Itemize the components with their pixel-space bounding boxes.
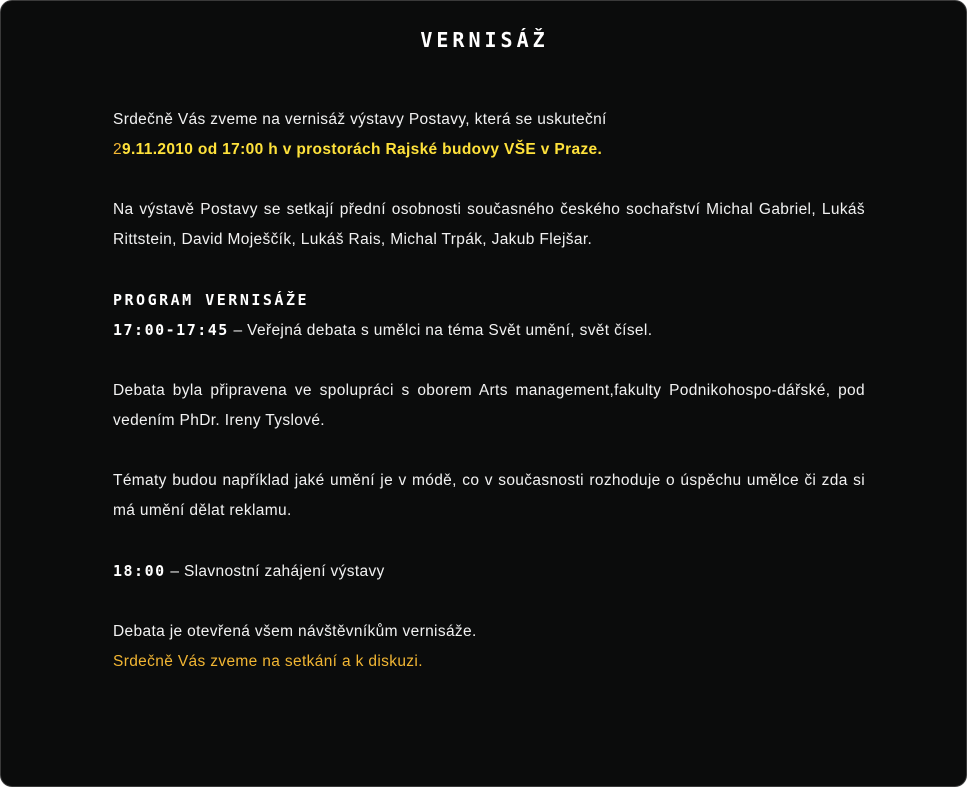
debate-info-paragraph: Debata byla připravena ve spolupráci s oborem Arts management,fakulty Podnikohospo-dářské, pod vedením PhDr. Ireny Tyslové. xyxy=(113,382,865,429)
program-item-time: 17:00-17:45 xyxy=(113,321,229,339)
opening-text: – Slavnostní zahájení výstavy xyxy=(165,563,385,580)
program-heading: PROGRAM VERNISÁŽE xyxy=(113,291,310,309)
intro-paragraph xyxy=(113,105,865,165)
artists-paragraph: Na výstavě Postavy se setkají přední osobnosti současného českého sochařství Michal Gabriel, Lukáš Rittstein, David Moješčík, Lukáš Rais, Michal Trpák, Jakub Flejšar. xyxy=(113,201,865,248)
event-date-line xyxy=(113,135,865,165)
event-date-first-digit: 2 xyxy=(113,141,122,158)
intro-line: Srdečně Vás zveme na vernisáž výstavy Postavy, která se uskuteční xyxy=(113,111,607,128)
topics-paragraph: Tématy budou například jaké umění je v módě, co v současnosti rozhoduje o úspěchu umělce či zda si má umění dělat reklamu. xyxy=(113,472,865,519)
program-item-text: – Veřejná debata s umělci na téma Svět umění, svět čísel. xyxy=(228,322,653,339)
program-item xyxy=(113,315,865,346)
page-title: VERNISÁŽ xyxy=(420,28,549,52)
closing-line: Debata je otevřená všem návštěvníkům vernisáže. xyxy=(113,623,477,640)
closing-invite: Srdečně Vás zveme na setkání a k diskuzi. xyxy=(113,653,423,670)
closing-paragraph xyxy=(113,617,865,677)
opening-time: 18:00 xyxy=(113,562,166,580)
invitation-body xyxy=(113,105,865,707)
opening-paragraph xyxy=(113,556,865,587)
event-date-location: 9.11.2010 od 17:00 h v prostorách Rajské budovy VŠE v Praze. xyxy=(121,141,603,158)
program-section xyxy=(113,285,865,346)
